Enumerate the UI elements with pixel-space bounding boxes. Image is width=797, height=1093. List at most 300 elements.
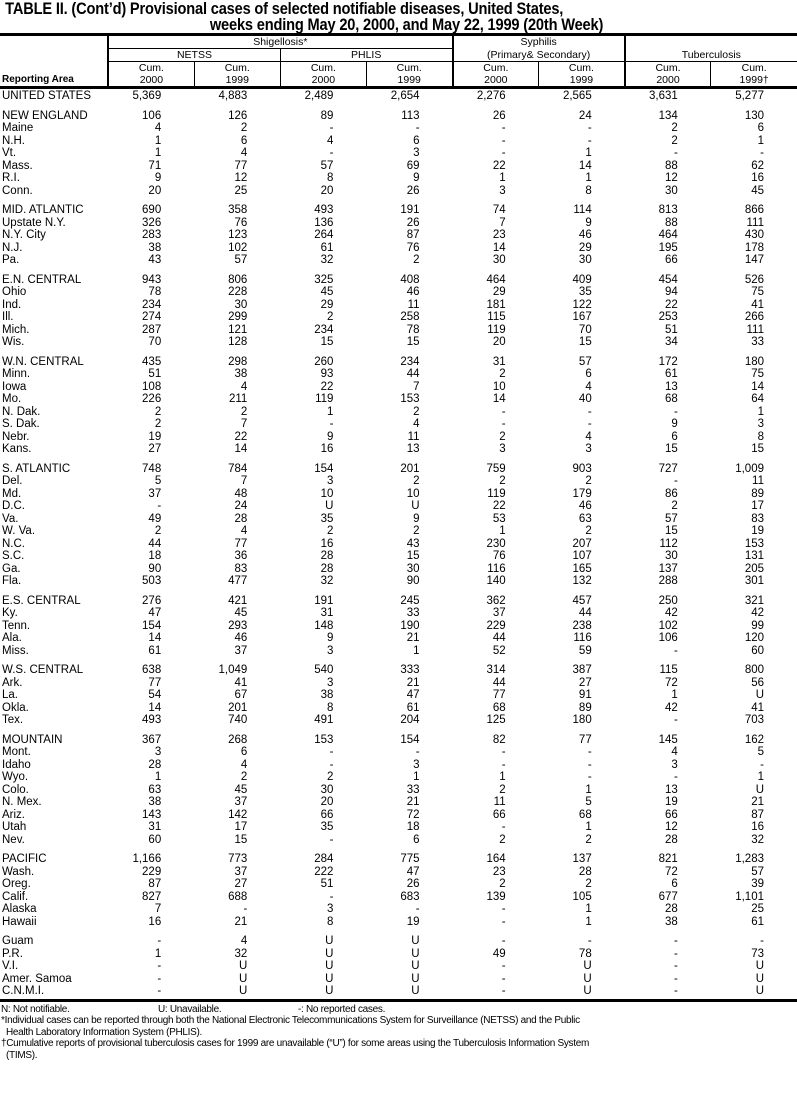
value-text: -: [673, 405, 678, 418]
value-text: -: [329, 890, 334, 903]
value-cell: [280, 525, 366, 538]
value-cell: [280, 418, 366, 431]
value-cell: [539, 393, 625, 406]
value-cell: [280, 632, 366, 645]
value-cell: [539, 878, 625, 891]
value-cell: [453, 632, 539, 645]
value-text: 102: [658, 619, 678, 632]
value-cell: [366, 973, 452, 986]
value-cell: [453, 418, 539, 431]
value-cell: [625, 160, 711, 173]
value-cell: [453, 891, 539, 904]
value-text: 19: [665, 796, 678, 808]
value-text: 72: [665, 865, 678, 878]
value-cell: [539, 299, 625, 312]
value-text: 2: [413, 525, 420, 537]
value-text: 115: [487, 311, 506, 323]
value-cell: [366, 324, 452, 337]
value-text: 14: [492, 241, 506, 254]
value-text: 2: [499, 878, 506, 890]
value-text: 46: [578, 500, 592, 512]
value-text: 16: [148, 915, 162, 928]
value-text: 827: [142, 890, 162, 903]
table-row: [0, 147, 797, 160]
value-text: 125: [486, 714, 506, 726]
value-text: 740: [228, 714, 248, 726]
value-text: 42: [665, 701, 678, 714]
value-text: 1: [499, 771, 506, 783]
value-cell: [539, 632, 625, 645]
table-row: [0, 916, 797, 929]
value-text: 800: [744, 664, 764, 676]
value-cell: [539, 891, 625, 904]
value-cell: [280, 197, 366, 217]
table-row: [0, 620, 797, 633]
value-text: 15: [665, 443, 678, 455]
value-text: 180: [744, 355, 764, 368]
value-text: 821: [658, 853, 678, 865]
value-text: 116: [573, 632, 592, 644]
value-text: 190: [400, 619, 420, 632]
table-row: [0, 513, 797, 526]
value-cell: [194, 878, 280, 891]
value-text: 66: [665, 808, 678, 821]
value-cell: [280, 160, 366, 173]
value-cell: [194, 418, 280, 431]
value-cell: [453, 254, 539, 267]
value-cell: [280, 406, 366, 419]
reporting-area-cell: N. Dak.: [2, 405, 41, 418]
value-text: 60: [148, 833, 162, 846]
value-text: 74: [492, 204, 506, 216]
value-cell: [711, 677, 797, 690]
reporting-area-cell: Ind.: [2, 298, 22, 311]
value-text: 229: [142, 865, 162, 878]
value-cell: [711, 903, 797, 916]
value-text: 15: [751, 443, 764, 455]
value-text: 51: [665, 323, 678, 336]
value-cell: [194, 254, 280, 267]
value-text: -: [415, 122, 420, 134]
reporting-area-cell: Ill.: [2, 311, 14, 323]
value-cell: [539, 286, 625, 299]
value-cell: [453, 563, 539, 576]
value-cell: [539, 135, 625, 148]
value-cell: [539, 197, 625, 217]
reporting-area-cell: Amer. Samoa: [2, 972, 72, 985]
value-text: -: [501, 758, 506, 771]
value-cell: [108, 985, 194, 1000]
value-text: 195: [658, 241, 678, 254]
value-text: 2: [671, 122, 678, 134]
value-text: -: [243, 903, 248, 915]
value-text: 4: [413, 418, 420, 430]
value-text: 90: [406, 575, 420, 587]
column-header: [453, 62, 539, 88]
value-cell: [711, 846, 797, 866]
value-cell: [453, 160, 539, 173]
value-cell: [194, 286, 280, 299]
value-text: 4: [327, 134, 334, 147]
value-cell: [108, 916, 194, 929]
value-text: 457: [572, 594, 592, 607]
value-text: -: [501, 915, 506, 928]
value-text: 83: [751, 512, 764, 525]
value-cell: [366, 513, 452, 526]
value-text: 21: [406, 632, 420, 644]
value-cell: [280, 475, 366, 488]
table-body: [0, 88, 797, 1001]
value-cell: [625, 563, 711, 576]
value-text: 8: [327, 915, 334, 928]
value-cell: [453, 122, 539, 135]
value-cell: [194, 172, 280, 185]
value-text: 9: [585, 216, 592, 229]
value-text: 148: [314, 619, 334, 632]
value-text: 866: [744, 204, 764, 216]
value-text: 53: [492, 512, 506, 525]
value-cell: [194, 620, 280, 633]
value-cell: [539, 821, 625, 834]
value-cell: [453, 242, 539, 255]
table-header: [0, 35, 797, 88]
value-cell: [711, 575, 797, 588]
value-text: -: [329, 746, 334, 758]
value-cell: [108, 443, 194, 456]
value-text: 46: [578, 229, 592, 241]
value-cell: [366, 916, 452, 929]
value-cell: [194, 916, 280, 929]
value-text: 38: [320, 689, 334, 701]
value-cell: [453, 702, 539, 715]
value-text: 234: [142, 298, 162, 311]
value-cell: [194, 475, 280, 488]
value-cell: [108, 759, 194, 772]
value-text: 64: [751, 393, 764, 405]
value-cell: [625, 834, 711, 847]
value-cell: [194, 677, 280, 690]
column-header-label: Cum.: [483, 62, 509, 74]
value-text: 358: [228, 204, 248, 216]
value-text: U: [755, 972, 764, 985]
table-row: [0, 645, 797, 658]
value-cell: [625, 324, 711, 337]
value-cell: [194, 796, 280, 809]
value-cell: [453, 135, 539, 148]
reporting-area-cell: Kans.: [2, 443, 32, 455]
reporting-area-cell: Ala.: [2, 632, 22, 644]
value-cell: [539, 960, 625, 973]
value-cell: [366, 689, 452, 702]
value-cell: [539, 381, 625, 394]
value-text: -: [501, 935, 506, 947]
value-text: 20: [492, 336, 506, 348]
value-cell: [194, 88, 280, 103]
value-cell: [366, 122, 452, 135]
value-text: 51: [320, 878, 334, 890]
table-row: [0, 349, 797, 369]
value-cell: [711, 834, 797, 847]
value-cell: [625, 500, 711, 513]
value-cell: [711, 948, 797, 961]
value-text: -: [501, 821, 506, 833]
value-cell: [366, 525, 452, 538]
value-cell: [625, 702, 711, 715]
table-row: [0, 122, 797, 135]
value-text: 1,101: [735, 890, 764, 903]
value-text: 3: [413, 758, 420, 771]
value-text: -: [501, 985, 506, 997]
value-cell: [194, 103, 280, 123]
value-text: 14: [578, 159, 592, 172]
value-text: 139: [486, 890, 506, 903]
value-text: 68: [578, 808, 592, 821]
value-text: -: [587, 134, 592, 147]
value-text: -: [501, 147, 506, 159]
value-text: 2: [413, 475, 420, 487]
table-row: [0, 821, 797, 834]
value-cell: [539, 771, 625, 784]
value-cell: [280, 431, 366, 444]
value-cell: [280, 746, 366, 759]
value-text: 3: [413, 147, 420, 159]
value-cell: [453, 197, 539, 217]
value-cell: [108, 160, 194, 173]
value-text: 2: [327, 771, 334, 783]
value-cell: [108, 796, 194, 809]
value-text: -: [157, 500, 162, 512]
value-cell: [711, 702, 797, 715]
value-text: 34: [665, 336, 678, 348]
value-text: 325: [314, 273, 334, 286]
reporting-area-cell: Upstate N.Y.: [2, 216, 66, 229]
value-text: 13: [665, 380, 678, 393]
value-text: 1: [585, 903, 592, 915]
value-cell: [108, 632, 194, 645]
value-text: U: [411, 972, 420, 985]
value-cell: [280, 948, 366, 961]
value-cell: [366, 147, 452, 160]
value-cell: [539, 985, 625, 1000]
value-cell: [108, 563, 194, 576]
reporting-area-cell: W. Va.: [2, 525, 36, 537]
value-cell: [453, 784, 539, 797]
value-cell: [366, 185, 452, 198]
value-cell: [366, 254, 452, 267]
value-text: 421: [228, 594, 248, 607]
value-cell: [366, 588, 452, 608]
value-cell: [108, 172, 194, 185]
value-text: 131: [744, 550, 764, 562]
value-text: 1,166: [132, 853, 162, 865]
table-row: [0, 746, 797, 759]
value-cell: [625, 418, 711, 431]
column-header-label: Cum.: [741, 62, 767, 74]
value-cell: [108, 903, 194, 916]
value-cell: [280, 563, 366, 576]
value-text: 78: [406, 323, 420, 336]
table-row: [0, 759, 797, 772]
reporting-area-cell: S.C.: [2, 550, 25, 562]
value-text: 76: [492, 550, 506, 562]
value-text: 22: [492, 500, 506, 512]
value-text: 9: [154, 172, 162, 184]
value-cell: [453, 645, 539, 658]
value-cell: [194, 588, 280, 608]
value-text: 45: [751, 184, 764, 197]
value-text: 36: [234, 550, 248, 562]
value-cell: [453, 538, 539, 551]
table-row: [0, 928, 797, 948]
reporting-area-cell: N.J.: [2, 241, 23, 254]
value-cell: [280, 784, 366, 797]
reporting-area-cell: Ariz.: [2, 808, 25, 821]
value-cell: [539, 160, 625, 173]
value-cell: [194, 550, 280, 563]
table-row: [0, 393, 797, 406]
value-cell: [453, 393, 539, 406]
value-text: U: [411, 985, 420, 997]
value-text: 266: [744, 311, 764, 323]
value-text: 201: [400, 462, 420, 475]
value-cell: [194, 197, 280, 217]
footnote-dagger-cont: (TIMS).: [6, 1049, 38, 1061]
reporting-area-cell: Va.: [2, 512, 19, 525]
value-cell: [366, 702, 452, 715]
value-text: 15: [406, 550, 420, 562]
table-row: [0, 588, 797, 608]
value-cell: [280, 973, 366, 986]
value-text: 94: [665, 286, 678, 298]
value-cell: [108, 702, 194, 715]
value-text: 493: [314, 204, 334, 216]
value-cell: [711, 759, 797, 772]
value-text: 21: [751, 796, 764, 808]
value-text: 15: [234, 833, 248, 846]
value-text: 2: [585, 525, 592, 537]
table-row: [0, 607, 797, 620]
value-text: 71: [148, 159, 162, 172]
value-cell: [108, 538, 194, 551]
value-text: 2: [499, 430, 506, 443]
table-row: [0, 575, 797, 588]
value-cell: [280, 960, 366, 973]
value-text: 111: [746, 216, 764, 229]
value-cell: [366, 286, 452, 299]
table-row: [0, 229, 797, 242]
table-row: [0, 538, 797, 551]
value-cell: [625, 229, 711, 242]
column-header-year: 2000: [311, 74, 336, 86]
value-text: 121: [228, 323, 248, 336]
table-row: [0, 475, 797, 488]
value-text: 12: [665, 821, 678, 833]
value-cell: [194, 393, 280, 406]
value-text: 153: [314, 733, 334, 746]
column-header-label: Cum.: [568, 62, 594, 74]
value-text: 14: [234, 443, 248, 455]
value-cell: [366, 746, 452, 759]
value-cell: [625, 809, 711, 822]
value-cell: [711, 286, 797, 299]
value-cell: [453, 336, 539, 349]
value-text: 4: [585, 380, 592, 393]
value-cell: [711, 147, 797, 160]
value-text: 301: [744, 575, 764, 587]
value-text: 178: [744, 241, 764, 254]
table-row: [0, 324, 797, 337]
value-text: 1: [154, 147, 162, 159]
value-cell: [625, 172, 711, 185]
value-text: 30: [665, 550, 678, 562]
value-text: 38: [234, 368, 248, 380]
value-cell: [625, 620, 711, 633]
value-cell: [280, 311, 366, 324]
value-cell: [366, 431, 452, 444]
value-text: 503: [142, 575, 162, 587]
value-cell: [108, 197, 194, 217]
value-cell: [625, 431, 711, 444]
value-cell: [194, 160, 280, 173]
value-text: U: [755, 783, 764, 796]
value-text: 23: [492, 865, 506, 878]
value-cell: [711, 349, 797, 369]
reporting-area-cell: Idaho: [2, 758, 31, 771]
value-cell: [453, 349, 539, 369]
value-cell: [280, 575, 366, 588]
value-cell: [711, 500, 797, 513]
table-row: [0, 299, 797, 312]
value-text: 21: [406, 676, 420, 689]
value-text: 7: [413, 380, 420, 393]
reporting-area-cell: Fla.: [2, 575, 22, 587]
reporting-area-cell: Conn.: [2, 184, 33, 197]
table-row: [0, 286, 797, 299]
value-cell: [280, 147, 366, 160]
value-cell: [625, 948, 711, 961]
value-text: 367: [142, 733, 162, 746]
value-text: 28: [665, 833, 678, 846]
value-cell: [366, 299, 452, 312]
value-cell: [366, 418, 452, 431]
reporting-area-cell: P.R.: [2, 947, 23, 960]
value-cell: [625, 349, 711, 369]
value-text: 26: [406, 184, 420, 197]
value-cell: [194, 229, 280, 242]
table-row: [0, 948, 797, 961]
value-text: -: [329, 758, 334, 771]
value-text: 14: [148, 632, 162, 644]
value-cell: [625, 513, 711, 526]
value-text: 153: [400, 393, 420, 405]
value-text: 57: [234, 254, 248, 266]
value-text: 6: [240, 746, 248, 758]
value-cell: [625, 846, 711, 866]
value-text: U: [325, 972, 334, 985]
value-text: 30: [234, 298, 248, 311]
value-text: 1: [585, 821, 592, 833]
value-text: 30: [406, 562, 420, 575]
value-text: 162: [744, 733, 764, 746]
value-cell: [453, 147, 539, 160]
value-cell: [108, 714, 194, 727]
value-text: 3: [154, 746, 162, 758]
value-cell: [108, 418, 194, 431]
table-row: [0, 488, 797, 501]
value-cell: [711, 607, 797, 620]
value-cell: [711, 784, 797, 797]
value-cell: [539, 714, 625, 727]
